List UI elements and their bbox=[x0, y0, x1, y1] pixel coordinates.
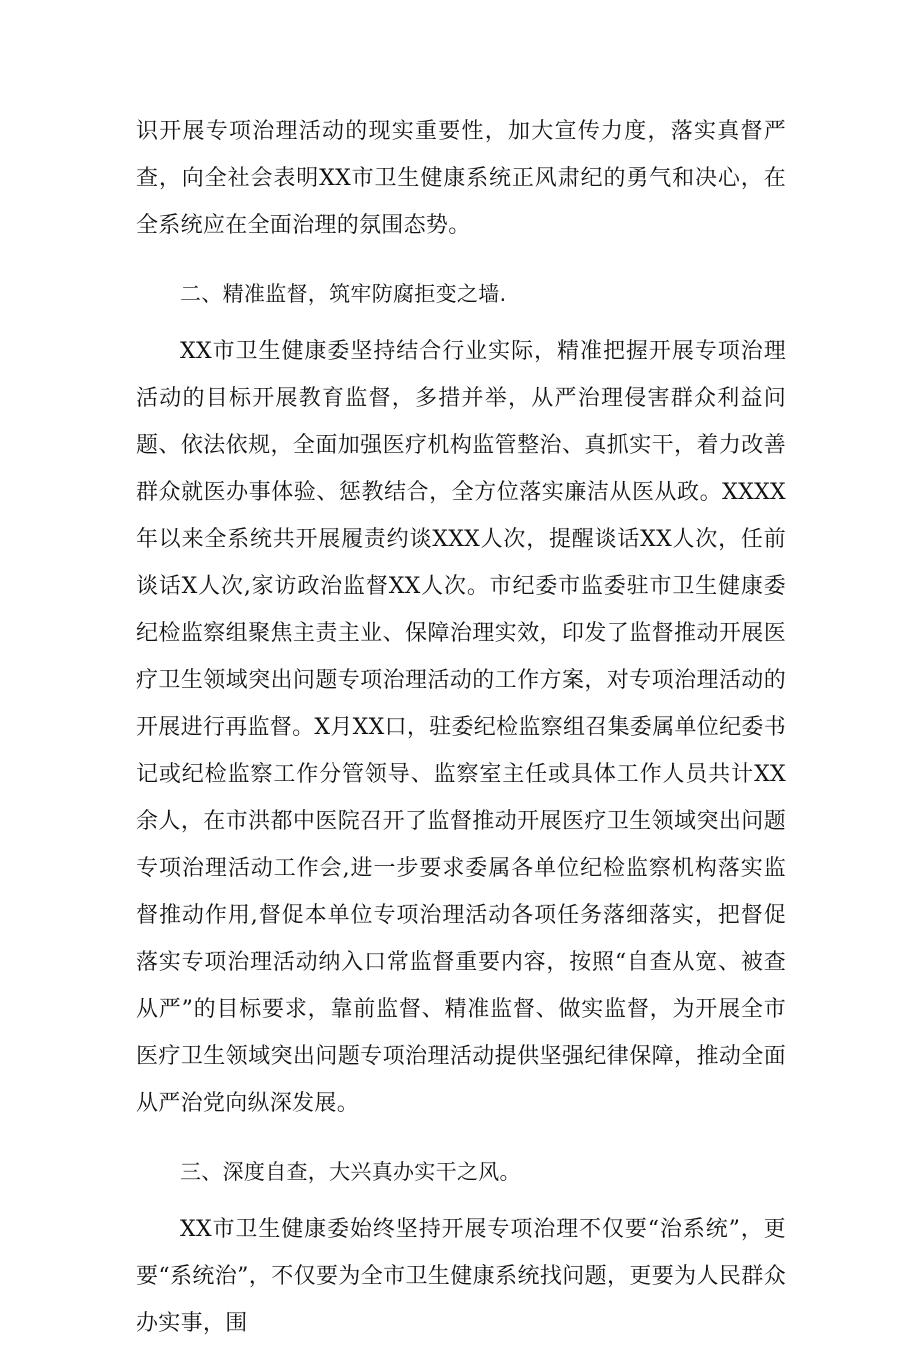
spacer bbox=[136, 318, 786, 328]
section-heading-2: 二、精准监督，筑牢防腐拒变之墙. bbox=[180, 282, 507, 306]
paragraph-section-2: XX市卫生健康委坚持结合行业实际，精准把握开展专项治理活动的目标开展教育监督，多措并举，从严治理侵害群众利益问题、依法依规，全面加强医疗机构监管整治、真抓实干，着力改善群众就医办事体验、惩教结合，全方位落实廉洁从医从政。XXXX年以来全系统共开展履责约谈XXX人次，提醒谈话XX人次，任前谈话X人次,家访政治监督XX人次。市纪委市监委驻市卫生健康委纪检监察组聚焦主责主业、保障治理实效，印发了监督推动开展医疗卫生领域突出问题专项治理活动的工作方案，对专项治理活动的开展进行再监督。X月XX口，驻委纪检监察组召集委属单位纪委书记或纪检监察工作分管领导、监察室主任或具体工作人员共计XX余人，在市洪都中医院召开了监督推动开展医疗卫生领域突出问题专项治理活动工作会,进一步要求委属各单位纪检监察机构落实监督推动作用,督促本单位专项治理活动各项任务落细落实，把督促落实专项治理活动纳入口常监督重要内容，按照“自查从宽、被查从严”的目标要求，靠前监督、精准监督、做实监督，为开展全市医疗卫生领域突出问题专项治理活动提供坚强纪律保障，推动全面从严治党向纵深发展。 bbox=[136, 339, 786, 1116]
paragraph-continued: 识开展专项治理活动的现实重要性，加大宣传力度，落实真督严查，向全社会表明XX市卫生健康系统正风肃纪的勇气和决心，在全系统应在全面治理的氛围态势。 bbox=[136, 119, 786, 238]
document-body bbox=[136, 108, 786, 1347]
spacer bbox=[136, 1196, 786, 1206]
spacer bbox=[136, 1127, 786, 1149]
spacer bbox=[136, 249, 786, 271]
paragraph-section-3: XX市卫生健康委始终坚持开展专项治理不仅要“治系统”，更要“系统治”，不仅要为全市卫生健康系统找问题，更要为人民群众办实事，围 bbox=[136, 1217, 786, 1336]
section-heading-3: 三、深度自查，大兴真办实干之风。 bbox=[180, 1160, 521, 1184]
